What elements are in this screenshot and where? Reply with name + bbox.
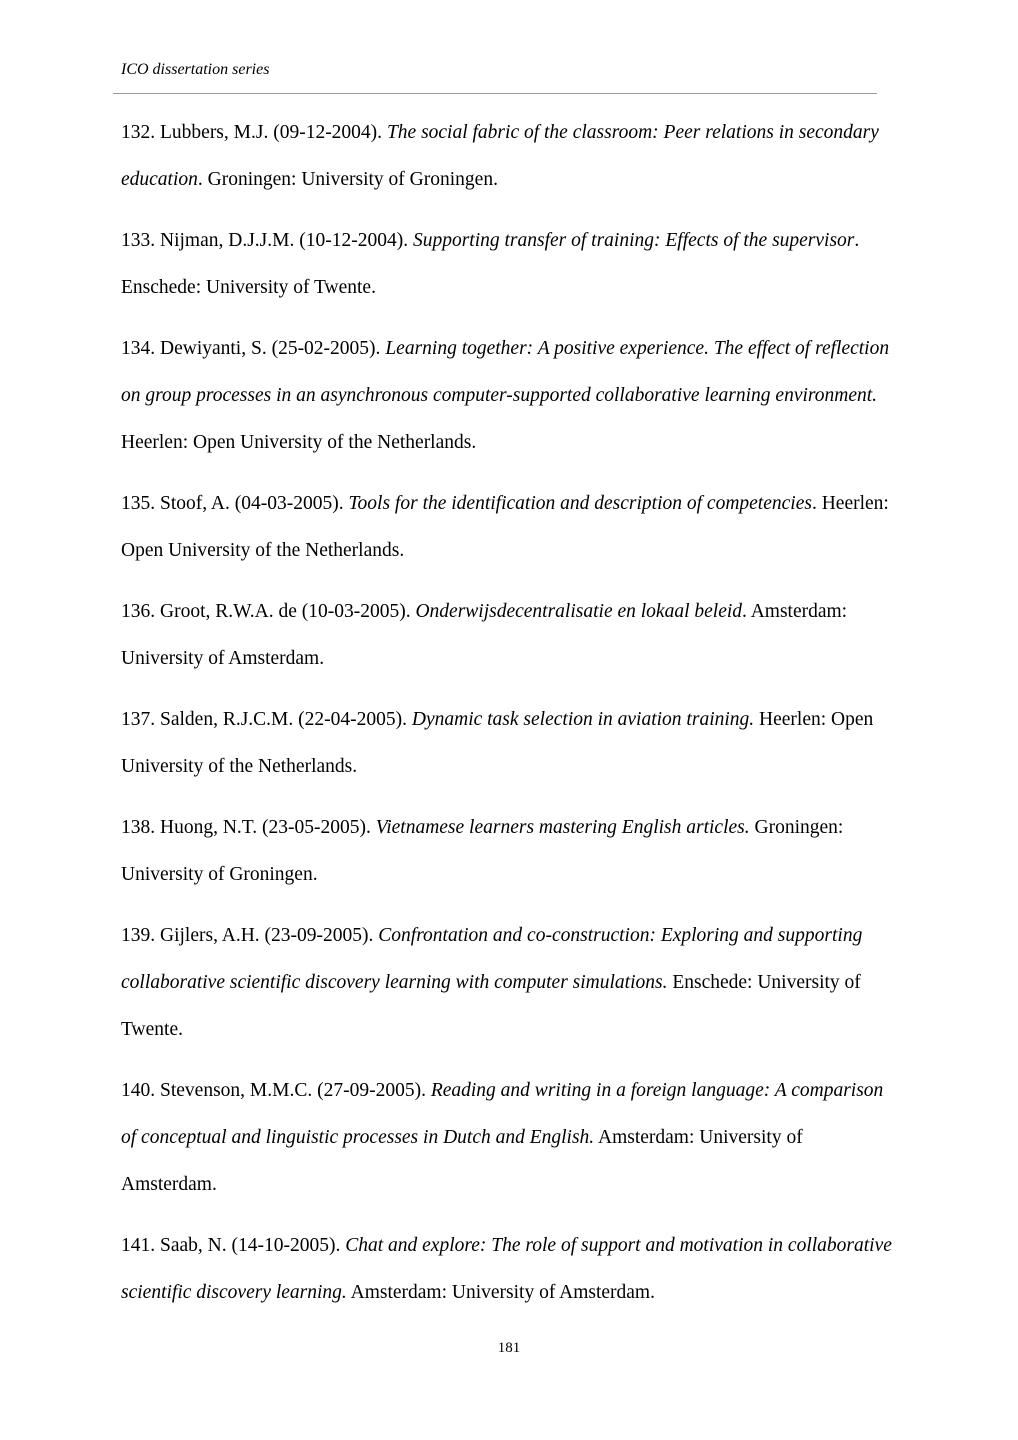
entry-tail: . Heerlen: Open University of the Netherlands. [121,493,889,561]
entry-tail: Enschede: University of Twente. [121,972,861,1040]
entry-title: Vietnamese learners mastering English articles. [375,817,750,838]
running-header: ICO dissertation series [121,61,270,78]
list-item [121,217,896,311]
list-item [121,325,896,466]
entry-tail: . Enschede: University of Twente. [121,230,860,298]
entry-title: Dynamic task selection in aviation training. [411,709,755,730]
entry-title: Supporting transfer of training: Effects of the supervisor [412,230,855,251]
entry-tail: Groningen: University of Groningen. [121,817,844,885]
list-item [121,804,896,898]
entry-tail: . Groningen: University of Groningen. [197,169,498,190]
entry-tail: Amsterdam: University of Amsterdam. [346,1282,655,1303]
entry-lead: 136. Groot, R.W.A. de (10-03-2005). [121,601,416,622]
entry-title: Reading and writing in a foreign language: A comparison of conceptual and linguistic processes in Dutch and English. [121,1080,884,1148]
entry-title: Onderwijsdecentralisatie en lokaal beleid [415,601,743,622]
entry-tail: . Amsterdam: University of Amsterdam. [121,601,848,669]
header-divider [113,93,877,94]
entry-lead: 137. Salden, R.J.C.M. (22-04-2005). [121,709,412,730]
list-item [121,696,896,790]
entry-title: The social fabric of the classroom: Peer relations in secondary education [121,122,879,190]
entry-lead: 139. Gijlers, A.H. (23-09-2005). [121,925,379,946]
entry-tail: Heerlen: Open University of the Netherlands. [121,709,874,777]
entry-title: Learning together: A positive experience. The effect of reflection on group processes in an asynchronous computer-supported collaborative learning environment. [121,338,890,406]
entry-title: Tools for the identification and description of competencies [348,493,812,514]
list-item [121,480,896,574]
entry-lead: 135. Stoof, A. (04-03-2005). [121,493,349,514]
list-item [121,109,896,203]
entry-tail: Amsterdam: University of Amsterdam. [121,1127,803,1195]
entry-lead: 134. Dewiyanti, S. (25-02-2005). [121,338,386,359]
page-number: 181 [497,1340,521,1356]
entry-lead: 132. Lubbers, M.J. (09-12-2004). [121,122,387,143]
entry-title: Confrontation and co-construction: Exploring and supporting collaborative scientific discovery learning with computer simulations. [121,925,863,993]
list-item [121,1222,896,1316]
list-item [121,588,896,682]
entry-tail: Heerlen: Open University of the Netherlands. [121,432,477,453]
entry-lead: 138. Huong, N.T. (23-05-2005). [121,817,376,838]
entry-title: Chat and explore: The role of support and motivation in collaborative scientific discovery learning. [121,1235,892,1303]
list-item [121,912,896,1053]
entry-lead: 133. Nijman, D.J.J.M. (10-12-2004). [121,230,413,251]
dissertation-list [121,109,896,1330]
entry-lead: 140. Stevenson, M.M.C. (27-09-2005). [121,1080,431,1101]
list-item [121,1067,896,1208]
entry-lead: 141. Saab, N. (14-10-2005). [121,1235,346,1256]
